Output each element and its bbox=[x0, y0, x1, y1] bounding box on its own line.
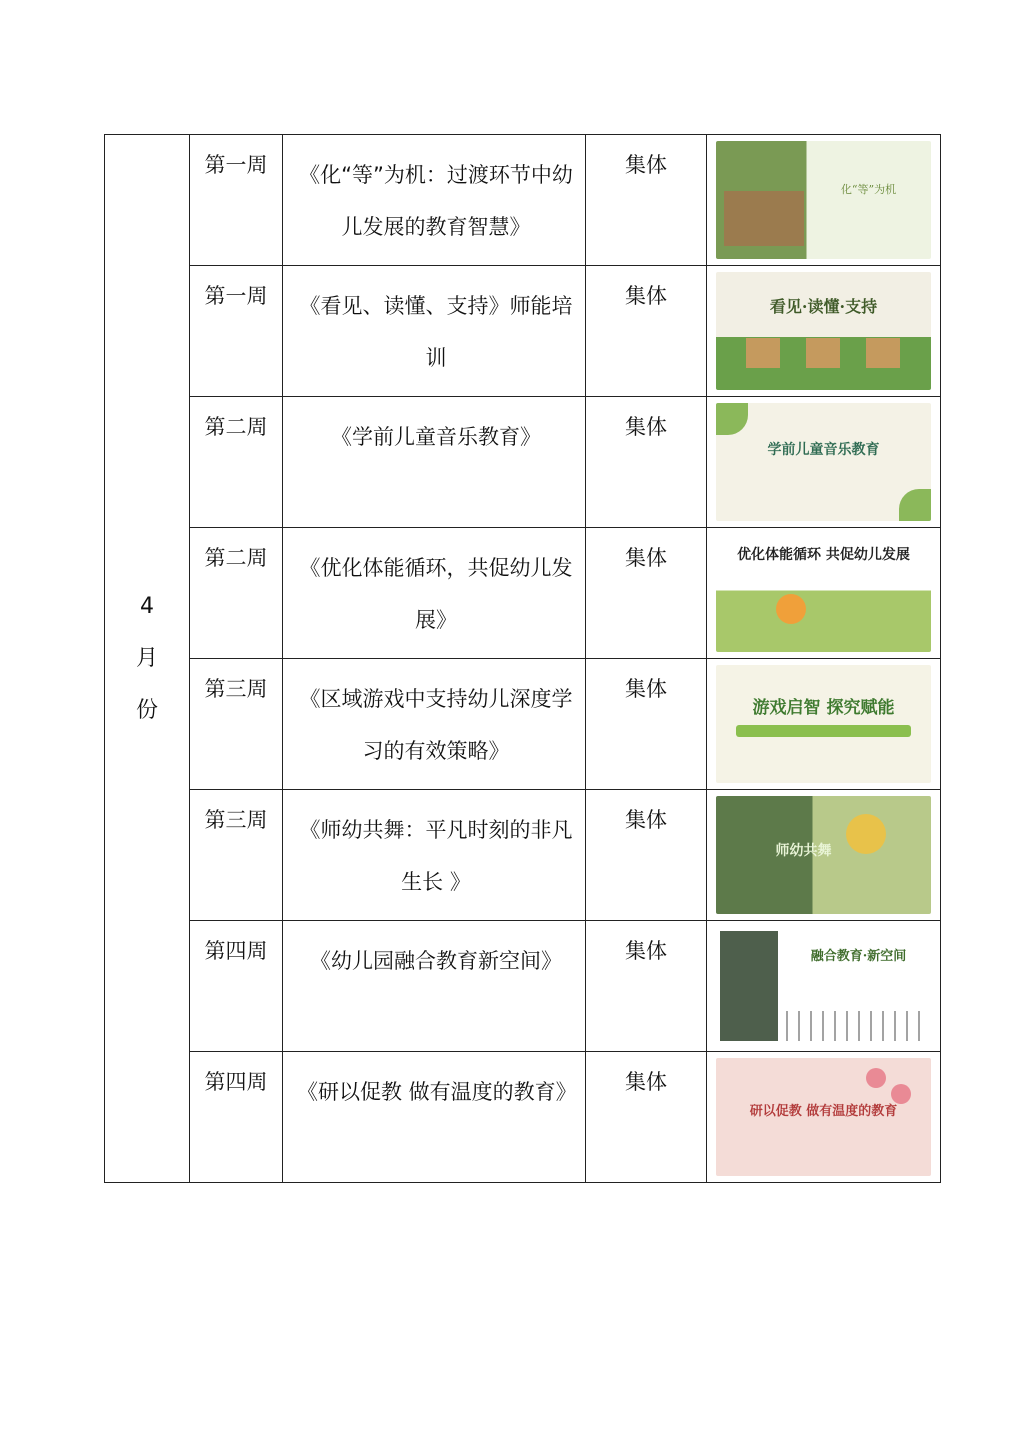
building-graphic bbox=[724, 191, 804, 246]
title-cell: 《区域游戏中支持幼儿深度学习的有效策略》 bbox=[283, 659, 586, 790]
type-cell: 集体 bbox=[586, 266, 707, 397]
thumbnail-text: 化“等”为机 bbox=[840, 183, 897, 196]
title-cell: 《研以促教 做有温度的教育》 bbox=[283, 1052, 586, 1183]
title-cell: 《看见、读懂、支持》师能培训 bbox=[283, 266, 586, 397]
week-cell: 第三周 bbox=[190, 790, 283, 921]
thumbnail-image[interactable] bbox=[716, 272, 931, 390]
thumbnail-cell bbox=[707, 790, 941, 921]
cardboard-car-graphic bbox=[806, 338, 840, 368]
table-row bbox=[105, 528, 941, 659]
week-cell: 第四周 bbox=[190, 1052, 283, 1183]
thumbnail-text: 师幼共舞 bbox=[775, 843, 832, 859]
week-cell: 第二周 bbox=[190, 528, 283, 659]
type-cell: 集体 bbox=[586, 790, 707, 921]
type-cell: 集体 bbox=[586, 528, 707, 659]
month-digit: 4 bbox=[139, 593, 154, 619]
type-cell: 集体 bbox=[586, 921, 707, 1052]
thumbnail-cell bbox=[707, 921, 941, 1052]
cardboard-car-graphic bbox=[866, 338, 900, 368]
type-cell: 集体 bbox=[586, 135, 707, 266]
month-char-2: 份 bbox=[135, 697, 158, 723]
table-row bbox=[105, 266, 941, 397]
thumbnail-image[interactable] bbox=[716, 403, 931, 521]
cardboard-car-graphic bbox=[746, 338, 780, 368]
thumbnail-cell bbox=[707, 1052, 941, 1183]
week-cell: 第三周 bbox=[190, 659, 283, 790]
month-cell bbox=[105, 135, 190, 1183]
thumbnail-text: 学前儿童音乐教育 bbox=[767, 442, 880, 458]
thumbnail-image[interactable] bbox=[716, 534, 931, 652]
thumbnail-text: 优化体能循环 共促幼儿发展 bbox=[737, 547, 910, 563]
title-cell: 《化“等”为机：过渡环节中幼儿发展的教育智慧》 bbox=[283, 135, 586, 266]
flower-graphic bbox=[866, 1068, 886, 1088]
thumbnail-text: 游戏启智 探究赋能 bbox=[752, 698, 895, 718]
week-cell: 第一周 bbox=[190, 135, 283, 266]
thumbnail-image[interactable] bbox=[716, 796, 931, 914]
thumbnail-cell bbox=[707, 397, 941, 528]
title-cell: 《优化体能循环，共促幼儿发展》 bbox=[283, 528, 586, 659]
title-cell: 《学前儿童音乐教育》 bbox=[283, 397, 586, 528]
sun-graphic bbox=[776, 594, 806, 624]
thumbnail-image[interactable] bbox=[716, 141, 931, 259]
table-row bbox=[105, 1052, 941, 1183]
table-row bbox=[105, 659, 941, 790]
thumbnail-text: 看见·读懂·支持 bbox=[769, 297, 878, 316]
title-cell: 《幼儿园融合教育新空间》 bbox=[283, 921, 586, 1052]
title-cell: 《师幼共舞：平凡时刻的非凡生长 》 bbox=[283, 790, 586, 921]
thumbnail-image[interactable] bbox=[716, 665, 931, 783]
table-row bbox=[105, 790, 941, 921]
week-cell: 第一周 bbox=[190, 266, 283, 397]
thumbnail-text: 研以促教 做有温度的教育 bbox=[749, 1104, 898, 1119]
thumbnail-image[interactable] bbox=[716, 927, 931, 1045]
thumbnail-cell bbox=[707, 135, 941, 266]
table-row bbox=[105, 135, 941, 266]
thumbnail-cell bbox=[707, 528, 941, 659]
doodle-strip bbox=[786, 1011, 927, 1041]
week-cell: 第二周 bbox=[190, 397, 283, 528]
thumbnail-cell bbox=[707, 266, 941, 397]
banner-bar bbox=[736, 725, 911, 737]
leaf-graphic bbox=[716, 403, 748, 435]
leaf-graphic bbox=[899, 489, 931, 521]
week-cell: 第四周 bbox=[190, 921, 283, 1052]
thumbnail-cell bbox=[707, 659, 941, 790]
table-row bbox=[105, 397, 941, 528]
type-cell: 集体 bbox=[586, 659, 707, 790]
type-cell: 集体 bbox=[586, 1052, 707, 1183]
table-row bbox=[105, 921, 941, 1052]
type-cell: 集体 bbox=[586, 397, 707, 528]
thumbnail-text: 融合教育·新空间 bbox=[810, 949, 907, 964]
activity-schedule-table bbox=[104, 134, 941, 1183]
month-char-1: 月 bbox=[135, 645, 158, 671]
forest-photo bbox=[720, 931, 778, 1041]
thumbnail-image[interactable] bbox=[716, 1058, 931, 1176]
